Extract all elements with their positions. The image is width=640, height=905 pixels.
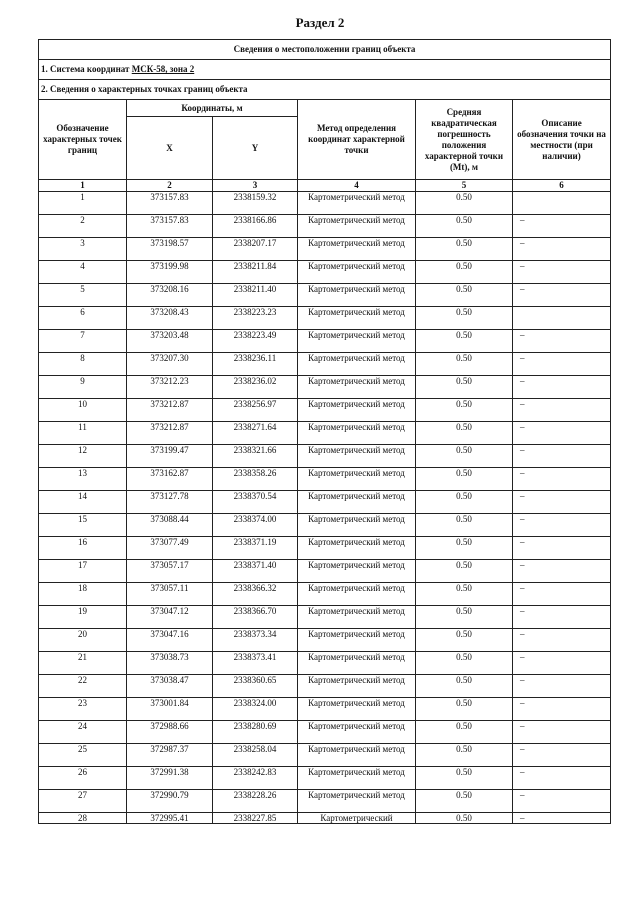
table-row — [39, 813, 611, 824]
description-cell: – — [513, 330, 611, 353]
coord-y: 2338228.26 — [213, 790, 298, 813]
coord-x: 373198.57 — [127, 238, 213, 261]
description-cell: – — [513, 767, 611, 790]
method-cell: Картометрический метод — [298, 744, 416, 767]
error-cell: 0.50 — [416, 721, 513, 744]
table-row — [39, 790, 611, 813]
error-cell: 0.50 — [416, 560, 513, 583]
description-cell: – — [513, 261, 611, 284]
method-cell: Картометрический метод — [298, 445, 416, 468]
coord-y: 2338256.97 — [213, 399, 298, 422]
coord-x: 373212.87 — [127, 422, 213, 445]
coord-x: 373057.11 — [127, 583, 213, 606]
point-number: 2 — [39, 215, 127, 238]
method-cell: Картометрический метод — [298, 376, 416, 399]
coord-y: 2338358.26 — [213, 468, 298, 491]
error-cell: 0.50 — [416, 330, 513, 353]
point-number: 25 — [39, 744, 127, 767]
error-cell: 0.50 — [416, 445, 513, 468]
coord-y: 2338211.84 — [213, 261, 298, 284]
coord-x: 373127.78 — [127, 491, 213, 514]
point-number: 16 — [39, 537, 127, 560]
coord-y: 2338227.85 — [213, 813, 298, 824]
description-cell: – — [513, 215, 611, 238]
coord-x: 373157.83 — [127, 215, 213, 238]
table-row — [39, 491, 611, 514]
point-number: 4 — [39, 261, 127, 284]
header-method: Метод определения координат характерной точки — [298, 100, 416, 180]
column-number: 5 — [416, 180, 513, 192]
description-cell: – — [513, 445, 611, 468]
point-number: 24 — [39, 721, 127, 744]
coord-x: 373199.98 — [127, 261, 213, 284]
column-number: 3 — [213, 180, 298, 192]
table-row — [39, 629, 611, 652]
error-cell: 0.50 — [416, 629, 513, 652]
coord-y: 2338159.32 — [213, 192, 298, 215]
error-cell: 0.50 — [416, 238, 513, 261]
error-cell: 0.50 — [416, 353, 513, 376]
method-cell: Картометрический метод — [298, 399, 416, 422]
coord-x: 373208.16 — [127, 284, 213, 307]
description-cell: – — [513, 376, 611, 399]
point-number: 7 — [39, 330, 127, 353]
description-cell: – — [513, 491, 611, 514]
method-cell: Картометрический метод — [298, 537, 416, 560]
table-row — [39, 537, 611, 560]
table-title: Сведения о местоположении границ объекта — [39, 40, 611, 60]
description-cell: – — [513, 583, 611, 606]
point-number: 9 — [39, 376, 127, 399]
error-cell: 0.50 — [416, 767, 513, 790]
coord-x: 373203.48 — [127, 330, 213, 353]
table-row — [39, 468, 611, 491]
point-number: 22 — [39, 675, 127, 698]
error-cell: 0.50 — [416, 583, 513, 606]
column-number: 1 — [39, 180, 127, 192]
table-row — [39, 721, 611, 744]
method-cell: Картометрический метод — [298, 560, 416, 583]
error-cell: 0.50 — [416, 422, 513, 445]
method-cell: Картометрический метод — [298, 307, 416, 330]
error-cell: 0.50 — [416, 261, 513, 284]
method-cell: Картометрический метод — [298, 353, 416, 376]
column-numbers-row — [39, 180, 611, 192]
method-cell: Картометрический метод — [298, 606, 416, 629]
coord-x: 373207.30 — [127, 353, 213, 376]
point-number: 10 — [39, 399, 127, 422]
coord-x: 373212.87 — [127, 399, 213, 422]
point-number: 18 — [39, 583, 127, 606]
method-cell: Картометрический метод — [298, 583, 416, 606]
header-y: Y — [213, 117, 298, 180]
coord-y: 2338373.34 — [213, 629, 298, 652]
description-cell: – — [513, 744, 611, 767]
point-number: 5 — [39, 284, 127, 307]
description-cell: – — [513, 652, 611, 675]
point-number: 15 — [39, 514, 127, 537]
method-cell: Картометрический метод — [298, 652, 416, 675]
coord-x: 373001.84 — [127, 698, 213, 721]
coord-system-value: МСК-58, зона 2 — [131, 64, 195, 74]
coord-x: 372987.37 — [127, 744, 213, 767]
coord-y: 2338324.00 — [213, 698, 298, 721]
method-cell: Картометрический метод — [298, 675, 416, 698]
method-cell: Картометрический метод — [298, 422, 416, 445]
points-section-title: 2. Сведения о характерных точках границ объекта — [39, 80, 611, 100]
point-number: 3 — [39, 238, 127, 261]
point-number: 27 — [39, 790, 127, 813]
error-cell: 0.50 — [416, 537, 513, 560]
coord-y: 2338360.65 — [213, 675, 298, 698]
coord-x: 373038.47 — [127, 675, 213, 698]
point-number: 14 — [39, 491, 127, 514]
error-cell: 0.50 — [416, 491, 513, 514]
error-cell: 0.50 — [416, 376, 513, 399]
coord-y: 2338242.83 — [213, 767, 298, 790]
description-cell — [513, 307, 611, 330]
coord-x: 373047.16 — [127, 629, 213, 652]
coord-y: 2338280.69 — [213, 721, 298, 744]
point-number: 11 — [39, 422, 127, 445]
table-row — [39, 675, 611, 698]
description-cell: – — [513, 629, 611, 652]
coord-x: 373038.73 — [127, 652, 213, 675]
column-number: 2 — [127, 180, 213, 192]
coord-y: 2338366.32 — [213, 583, 298, 606]
table-row — [39, 744, 611, 767]
description-cell: – — [513, 422, 611, 445]
table-row — [39, 192, 611, 215]
description-cell: – — [513, 468, 611, 491]
table-row — [39, 330, 611, 353]
coord-y: 2338236.02 — [213, 376, 298, 399]
table-row — [39, 606, 611, 629]
header-point-designation: Обозначение характерных точек границ — [39, 100, 127, 180]
error-cell: 0.50 — [416, 514, 513, 537]
coord-y: 2338370.54 — [213, 491, 298, 514]
coord-x: 372990.79 — [127, 790, 213, 813]
error-cell: 0.50 — [416, 215, 513, 238]
description-cell: – — [513, 353, 611, 376]
description-cell: – — [513, 675, 611, 698]
table-row — [39, 307, 611, 330]
table-row — [39, 422, 611, 445]
error-cell: 0.50 — [416, 652, 513, 675]
coord-y: 2338207.17 — [213, 238, 298, 261]
method-cell: Картометрический метод — [298, 330, 416, 353]
coord-y: 2338374.00 — [213, 514, 298, 537]
method-cell: Картометрический метод — [298, 491, 416, 514]
error-cell: 0.50 — [416, 284, 513, 307]
point-number: 23 — [39, 698, 127, 721]
coord-x: 373157.83 — [127, 192, 213, 215]
table-row — [39, 376, 611, 399]
point-number: 6 — [39, 307, 127, 330]
table-row — [39, 238, 611, 261]
header-description: Описание обозначения точки на местности (при наличии) — [513, 100, 611, 180]
table-row — [39, 583, 611, 606]
coord-system-label: 1. Система координат — [41, 64, 130, 74]
method-cell: Картометрический — [298, 813, 416, 824]
description-cell: – — [513, 238, 611, 261]
coord-x: 372988.66 — [127, 721, 213, 744]
method-cell: Картометрический метод — [298, 698, 416, 721]
point-number: 19 — [39, 606, 127, 629]
description-cell: – — [513, 790, 611, 813]
coord-y: 2338211.40 — [213, 284, 298, 307]
method-cell: Картометрический метод — [298, 238, 416, 261]
error-cell: 0.50 — [416, 192, 513, 215]
point-number: 12 — [39, 445, 127, 468]
method-cell: Картометрический метод — [298, 514, 416, 537]
header-error-text: Средняя квадратическая погрешность положения характерной точки (Mt), м — [424, 106, 504, 172]
coord-x: 373199.47 — [127, 445, 213, 468]
table-row — [39, 284, 611, 307]
error-cell: 0.50 — [416, 307, 513, 330]
error-cell: 0.50 — [416, 606, 513, 629]
coord-y: 2338166.86 — [213, 215, 298, 238]
point-number: 8 — [39, 353, 127, 376]
header-error — [416, 100, 513, 180]
table-row — [39, 767, 611, 790]
coord-y: 2338258.04 — [213, 744, 298, 767]
section-title: Раздел 2 — [295, 15, 345, 30]
table-row — [39, 652, 611, 675]
description-cell: – — [513, 813, 611, 824]
description-cell: – — [513, 560, 611, 583]
coord-x: 373077.49 — [127, 537, 213, 560]
coord-system-row — [39, 60, 611, 80]
coord-x: 373057.17 — [127, 560, 213, 583]
method-cell: Картометрический метод — [298, 721, 416, 744]
coord-x: 373162.87 — [127, 468, 213, 491]
error-cell: 0.50 — [416, 675, 513, 698]
point-number: 1 — [39, 192, 127, 215]
method-cell: Картометрический метод — [298, 767, 416, 790]
coord-x: 373212.23 — [127, 376, 213, 399]
boundary-points-table — [38, 39, 611, 824]
description-cell: – — [513, 537, 611, 560]
coord-y: 2338223.49 — [213, 330, 298, 353]
coord-x: 373088.44 — [127, 514, 213, 537]
point-number: 20 — [39, 629, 127, 652]
point-number: 13 — [39, 468, 127, 491]
table-row — [39, 560, 611, 583]
header-coordinates: Координаты, м — [127, 100, 298, 117]
point-number: 21 — [39, 652, 127, 675]
column-number: 4 — [298, 180, 416, 192]
description-cell — [513, 192, 611, 215]
method-cell: Картометрический метод — [298, 790, 416, 813]
description-cell: – — [513, 698, 611, 721]
table-row — [39, 353, 611, 376]
method-cell: Картометрический метод — [298, 468, 416, 491]
coord-y: 2338371.19 — [213, 537, 298, 560]
error-cell: 0.50 — [416, 698, 513, 721]
error-cell: 0.50 — [416, 790, 513, 813]
coord-x: 373047.12 — [127, 606, 213, 629]
method-cell: Картометрический метод — [298, 629, 416, 652]
column-number: 6 — [513, 180, 611, 192]
table-row — [39, 514, 611, 537]
description-cell: – — [513, 514, 611, 537]
error-cell: 0.50 — [416, 399, 513, 422]
method-cell: Картометрический метод — [298, 284, 416, 307]
point-number: 26 — [39, 767, 127, 790]
table-row — [39, 445, 611, 468]
coord-x: 372995.41 — [127, 813, 213, 824]
method-cell: Картометрический метод — [298, 215, 416, 238]
header-x: X — [127, 117, 213, 180]
coord-y: 2338366.70 — [213, 606, 298, 629]
coord-y: 2338223.23 — [213, 307, 298, 330]
error-cell: 0.50 — [416, 744, 513, 767]
point-number: 17 — [39, 560, 127, 583]
coord-y: 2338321.66 — [213, 445, 298, 468]
description-cell: – — [513, 399, 611, 422]
description-cell: – — [513, 284, 611, 307]
coord-y: 2338236.11 — [213, 353, 298, 376]
description-cell: – — [513, 606, 611, 629]
error-cell: 0.50 — [416, 813, 513, 824]
table-row — [39, 261, 611, 284]
coord-y: 2338271.64 — [213, 422, 298, 445]
point-number: 28 — [39, 813, 127, 824]
coord-x: 372991.38 — [127, 767, 213, 790]
error-cell: 0.50 — [416, 468, 513, 491]
method-cell: Картометрический метод — [298, 192, 416, 215]
coord-y: 2338373.41 — [213, 652, 298, 675]
coord-x: 373208.43 — [127, 307, 213, 330]
description-cell: – — [513, 721, 611, 744]
table-row — [39, 399, 611, 422]
coord-y: 2338371.40 — [213, 560, 298, 583]
method-cell: Картометрический метод — [298, 261, 416, 284]
table-row — [39, 698, 611, 721]
table-row — [39, 215, 611, 238]
